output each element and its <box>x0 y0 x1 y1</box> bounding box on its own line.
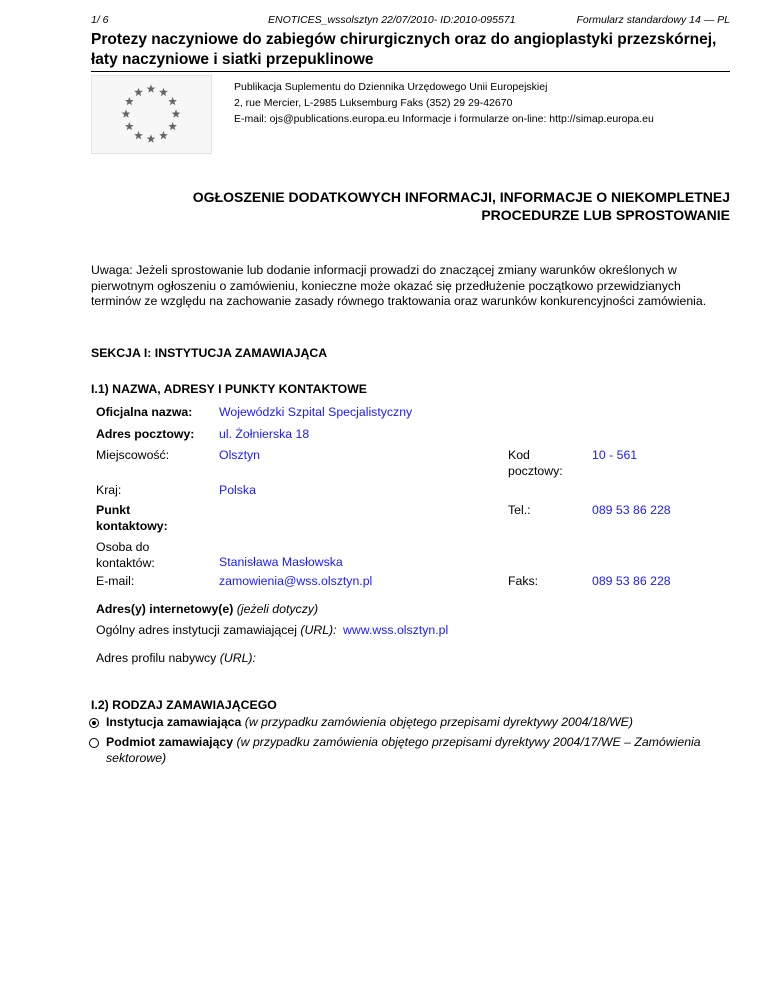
notice-id: ENOTICES_wssolsztyn 22/07/2010- ID:2010-095571 <box>268 14 516 26</box>
star-icon <box>168 97 177 105</box>
general-url-value[interactable]: www.wss.olsztyn.pl <box>343 623 449 637</box>
tel-label: Tel.: <box>508 503 531 517</box>
form-type: Formularz standardowy 14 — PL <box>576 14 730 26</box>
general-address-row <box>96 623 448 637</box>
option-2-note-line-1: (w przypadku zamówienia objętego przepisami dyrektywy 2004/17/WE – Zamówienia <box>236 735 701 749</box>
general-address-label: Ogólny adres instytucji zamawiającej <box>96 623 297 637</box>
tel-value: 089 53 86 228 <box>592 503 671 517</box>
star-icon <box>159 131 168 139</box>
eu-flag-stars-icon <box>91 75 212 154</box>
country-value: Polska <box>219 483 256 497</box>
document-title <box>91 30 741 70</box>
title-line-2: łaty naczyniowe i siatki przepuklinowe <box>91 51 374 68</box>
option-2-note-line-2: sektorowe) <box>106 750 167 765</box>
star-icon <box>125 122 134 130</box>
postcode-label <box>508 448 563 479</box>
notice-heading-line-1: OGŁOSZENIE DODATKOWYCH INFORMACJI, INFORMACJE O NIEKOMPLETNEJ <box>192 189 730 205</box>
official-name-label: Oficjalna nazwa: <box>96 405 193 419</box>
correction-note: Uwaga: Jeżeli sprostowanie lub dodanie informacji prowadzi do znaczącej zmiany warunków określonych w pierwotnym ogłoszeniu o zamówieniu, konieczne może okazać się przedłużenie początkowo przewidzianych terminów ze względu na zachowanie zasady równego traktowania oraz warunków konkurencyjności zamówienia. <box>91 263 707 308</box>
email-value[interactable]: zamowienia@wss.olsztyn.pl <box>219 574 373 588</box>
star-icon <box>125 97 134 105</box>
option-2-label: Podmiot zamawiający <box>106 735 234 749</box>
star-icon <box>134 131 143 139</box>
publisher-line-3: E-mail: ojs@publications.europa.eu Informacje i formularze on-line: http://simap.europa.eu <box>234 113 654 125</box>
contact-person-label-line-2: kontaktów: <box>96 555 155 570</box>
contact-person-label <box>96 540 155 571</box>
publisher-line-2: 2, rue Mercier, L-2985 Luksemburg Faks (352) 29 29-42670 <box>234 97 513 109</box>
star-icon <box>159 88 168 96</box>
star-icon <box>147 134 156 142</box>
buyer-profile-url-tag: (URL): <box>219 651 256 665</box>
option-1-label: Instytucja zamawiająca <box>106 715 242 729</box>
star-icon <box>134 88 143 96</box>
section-1-heading: SEKCJA I: INSTYTUCJA ZAMAWIAJĄCA <box>91 346 328 360</box>
internet-heading-text: Adres(y) internetowy(e) <box>96 602 234 616</box>
city-label: Miejscowość: <box>96 448 170 462</box>
star-icon <box>172 109 181 117</box>
notice-heading-line-2: PROCEDURZE LUB SPROSTOWANIE <box>481 207 730 223</box>
postcode-value: 10 - 561 <box>592 448 638 462</box>
internet-address-heading <box>96 602 318 616</box>
option-contracting-entity <box>106 735 701 766</box>
internet-heading-note: (jeżeli dotyczy) <box>236 602 319 616</box>
contact-point-label <box>96 503 168 534</box>
general-url-tag: (URL): <box>300 623 337 637</box>
postal-address-value: ul. Żołnierska 18 <box>219 427 310 441</box>
contact-person-label-line-1: Osoba do <box>96 540 150 554</box>
option-1-note: (w przypadku zamówienia objętego przepisami dyrektywy 2004/18/WE) <box>244 715 633 729</box>
official-name-value: Wojewódzki Szpital Specjalistyczny <box>219 405 413 419</box>
star-icon <box>147 84 156 92</box>
title-divider <box>91 71 730 72</box>
email-label: E-mail: <box>96 574 135 588</box>
contact-point-label-line-1: Punkt <box>96 503 131 517</box>
contact-person-value: Stanisława Masłowska <box>219 555 343 569</box>
buyer-profile-label: Adres profilu nabywcy <box>96 651 217 665</box>
star-icon <box>122 109 131 117</box>
section-1-2-heading: I.2) RODZAJ ZAMAWIAJĄCEGO <box>91 698 277 712</box>
contact-point-label-line-2: kontaktowy: <box>96 518 168 533</box>
section-1-1-heading: I.1) NAZWA, ADRESY I PUNKTY KONTAKTOWE <box>91 382 368 396</box>
option-contracting-authority-radio[interactable] <box>89 718 99 728</box>
fax-value: 089 53 86 228 <box>592 574 671 588</box>
option-contracting-authority <box>106 715 633 729</box>
country-label: Kraj: <box>96 483 122 497</box>
publisher-line-1: Publikacja Suplementu do Dziennika Urzędowego Unii Europejskiej <box>234 81 548 93</box>
city-value: Olsztyn <box>219 448 260 462</box>
star-icon <box>168 122 177 130</box>
title-line-1: Protezy naczyniowe do zabiegów chirurgicznych oraz do angioplastyki przezskórnej, <box>91 31 717 48</box>
option-contracting-entity-radio[interactable] <box>89 738 99 748</box>
postcode-label-line-1: Kod <box>508 448 530 462</box>
postal-address-label: Adres pocztowy: <box>96 427 195 441</box>
fax-label: Faks: <box>508 574 539 588</box>
postcode-label-line-2: pocztowy: <box>508 463 563 478</box>
page-number: 1/ 6 <box>91 14 109 26</box>
buyer-profile-row <box>96 651 256 665</box>
